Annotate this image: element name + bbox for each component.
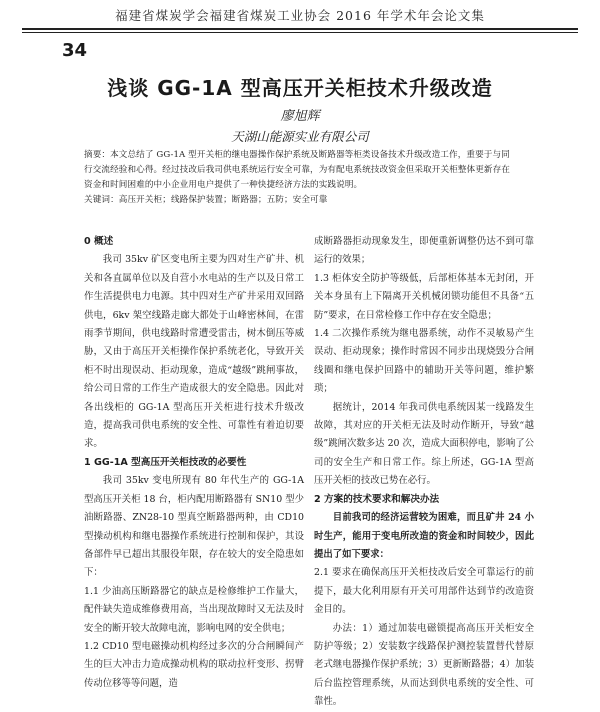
paragraph: 1.1 少油高压断路器它的缺点是检修维护工作量大，配件缺失造成维修费用高，当出现故障时又无法及时安全的断开较大故障电流，影响电网的安全供电；	[84, 585, 304, 634]
paper-title: 浅谈 GG-1A 型高压开关柜技术升级改造	[107, 76, 493, 100]
paragraph: 办法：1）通过加装电磁锁提高高压开关柜安全防护等级；2）安装数字线路保护测控装置替代替原老式继电器操作保护系统；3）更新断路器；4）加装后台监控管理系统，从而达到供电系统的安全性、可靠性。	[314, 622, 534, 708]
page-number: 34	[62, 40, 88, 61]
paragraph: 我司 35kv 矿区变电所主要为四对生产矿井、机关和各直属单位以及自营小水电站的生产以及日常工作生活提供电力电源。其中四对生产矿井采用双回路供电，6kv 架空线路走廊大都处于山峰密林间，在雷雨季节期间，供电线路时常遭受雷击，树木倒压等威胁，又由于高压开关柜操作保护系统老化，导致开关柜不时出现误动、拒动现象，造成“越级”跳闸事故，给公司日常的工作生产造成很大的安全隐患。因此对各出线柜的 GG-1A 型高压开关柜进行技术升级改造，提高我司供电系统的安全性、可靠性有着迫切要求。	[84, 254, 304, 450]
section-heading: 0 概述	[84, 236, 114, 247]
section-heading: 1 GG-1A 型高压开关柜技改的必要性	[84, 456, 247, 468]
paragraph: 2.1 要求在确保高压开关柜技改后安全可靠运行的前提下，最大化利用原有开关可用部件达到节约改造资金目的。	[314, 567, 534, 616]
paragraph: 1.2 CD10 型电磁操动机构经过多次的分合闸瞬间产生的巨大冲击力造成操动机构的联动拉杆变形、拐臂传动位移等等问题，造	[84, 640, 304, 689]
keywords: 关键词：高压开关柜；线路保护装置；断路器；五防；安全可靠	[84, 195, 328, 205]
paragraph: 1.3 柜体安全防护等级低，后部柜体基本无封闭，开关本身虽有上下隔离开关机械闭锁功能但不具备“五防”要求，在日常检修工作中存在安全隐患；	[314, 272, 534, 321]
left-column	[84, 233, 304, 693]
abstract-block	[84, 148, 518, 208]
paragraph: 目前我司的经济运营较为困难，而且矿井 24 小时生产，能用于变电所改造的资金和时间较少，因此提出了如下要求：	[314, 512, 534, 560]
header-rule-thin	[22, 32, 578, 33]
paper-affiliation: 天湖山能源实业有限公司	[231, 129, 369, 144]
paragraph: 成断路器拒动现象发生，即便重新调整仍达不到可靠运行的效果；	[314, 236, 534, 266]
paragraph: 1.4 二次操作系统为继电器系统，动作不灵敏易产生误动、拒动现象；操作时常因不同步出现烧毁分合闸线圈和继电保护回路中的辅助开关等问题，维护繁琐；	[314, 328, 534, 395]
paper-author: 廖旭辉	[280, 109, 320, 124]
paragraph: 我司 35kv 变电所现有 80 年代生产的 GG-1A 型高压开关柜 18 台，柜内配用断路器有 SN10 型少油断路器、ZN28-10 型真空断路器两种，由 CD10 型操动机构和继电器操作系统进行控制和保护，其设备部件早已超出其服役年限，存在较大的安全隐患如下：	[84, 475, 304, 579]
right-column	[314, 233, 534, 712]
header-rule-thick	[22, 28, 578, 30]
running-header: 福建省煤炭学会福建省煤炭工业协会 2016 年学术年会论文集	[115, 8, 485, 23]
paragraph: 据统计，2014 年我司供电系统因某一线路发生故障，其对应的开关柜无法及时动作断开，导致“越级”跳闸次数多达 20 次，造成大面积停电，影响了公司的安全生产和日常工作。综上所述，GG-1A 型高压开关柜的技改已势在必行。	[314, 401, 534, 487]
section-heading: 2 方案的技术要求和解决办法	[314, 493, 440, 505]
abstract-text: 摘要：本文总结了 GG-1A 型开关柜的继电器操作保护系统及断路器等柜类设备技术升级改造工作，重要于与同行交流经验和心得。经过技改后我司供电系统运行安全可靠，为有配电系统技改资金但采取开关柜整体更新存在资金和时间困难的中小企业用电户提供了一种快捷经济方法的实践说明。	[84, 150, 510, 190]
